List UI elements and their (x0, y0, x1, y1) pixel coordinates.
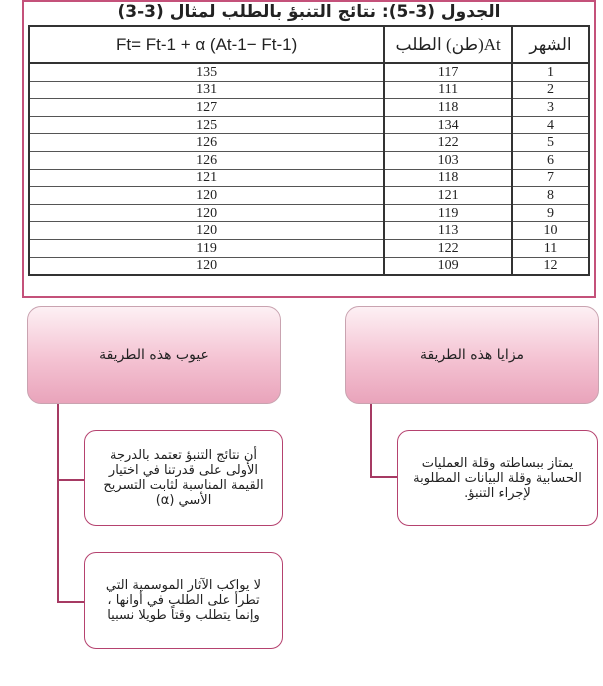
cell-forecast: 125 (29, 116, 384, 134)
cell-forecast: 120 (29, 187, 384, 205)
cell-forecast: 120 (29, 204, 384, 222)
cell-month: 11 (512, 239, 589, 257)
table-row (29, 63, 589, 81)
disadvantage-text-1: أن نتائج التنبؤ تعتمد بالدرجة الأولى على قدرتنا في اختيار القيمة المناسبة لثابت التسريح الأسي (α) (103, 448, 264, 508)
cell-forecast: 121 (29, 169, 384, 187)
forecast-table-frame (22, 0, 596, 298)
disadvantage-card-1 (84, 430, 283, 526)
table-row (29, 222, 589, 240)
cell-month: 3 (512, 99, 589, 117)
cell-month: 5 (512, 134, 589, 152)
advantages-title: مزايا هذه الطريقة (419, 347, 525, 363)
advantages-title-box (345, 306, 599, 404)
cell-demand: 111 (384, 81, 512, 99)
cell-month: 9 (512, 204, 589, 222)
cell-month: 1 (512, 63, 589, 81)
cell-demand: 122 (384, 134, 512, 152)
cell-forecast: 131 (29, 81, 384, 99)
cell-demand: 122 (384, 239, 512, 257)
forecast-table (28, 25, 590, 276)
cell-month: 2 (512, 81, 589, 99)
cell-forecast: 120 (29, 222, 384, 240)
cell-forecast: 126 (29, 151, 384, 169)
cell-forecast: 120 (29, 257, 384, 275)
table-header-row (29, 26, 589, 63)
header-demand: At(طن) الطلب (384, 26, 512, 63)
cell-demand: 118 (384, 169, 512, 187)
table-caption: الجدول (3-5): نتائج التنبؤ بالطلب لمثال (3-3) (117, 2, 501, 22)
cell-forecast: 127 (29, 99, 384, 117)
connector-right-vertical (370, 403, 372, 478)
cell-demand: 103 (384, 151, 512, 169)
table-row (29, 81, 589, 99)
disadvantage-text-2: لا يواكب الآثار الموسمية التي تطرأ على الطلب في أوانها ، وإنما يتطلب وقتاً طويلا نسبيا (105, 578, 262, 623)
connector-left-branch-1 (57, 479, 84, 481)
table-row (29, 187, 589, 205)
connector-left-vertical (57, 403, 59, 603)
disadvantage-card-2 (84, 552, 283, 649)
disadvantages-title: عيوب هذه الطريقة (99, 347, 209, 363)
advantage-card-1 (397, 430, 598, 526)
connector-right-branch (370, 476, 397, 478)
header-month: الشهر (512, 26, 589, 63)
header-forecast: Ft= Ft-1 + α (At-1− Ft-1) (29, 26, 384, 63)
table-row (29, 239, 589, 257)
table-row (29, 151, 589, 169)
cell-month: 6 (512, 151, 589, 169)
cell-demand: 134 (384, 116, 512, 134)
advantage-text-1: يمتاز ببساطته وقلة العمليات الحسابية وقلة البيانات المطلوبة لإجراء التنبؤ. (413, 455, 582, 501)
cell-demand: 119 (384, 204, 512, 222)
cell-demand: 109 (384, 257, 512, 275)
cell-forecast: 135 (29, 63, 384, 81)
table-row (29, 169, 589, 187)
cell-month: 7 (512, 169, 589, 187)
cell-forecast: 119 (29, 239, 384, 257)
cell-demand: 118 (384, 99, 512, 117)
disadvantages-title-box (27, 306, 281, 404)
cell-demand: 113 (384, 222, 512, 240)
table-row (29, 99, 589, 117)
cell-month: 12 (512, 257, 589, 275)
table-row (29, 257, 589, 275)
cell-month: 4 (512, 116, 589, 134)
table-row (29, 116, 589, 134)
cell-demand: 121 (384, 187, 512, 205)
cell-month: 10 (512, 222, 589, 240)
table-row (29, 134, 589, 152)
cell-month: 8 (512, 187, 589, 205)
cell-demand: 117 (384, 63, 512, 81)
connector-left-branch-2 (57, 601, 84, 603)
cell-forecast: 126 (29, 134, 384, 152)
table-row (29, 204, 589, 222)
